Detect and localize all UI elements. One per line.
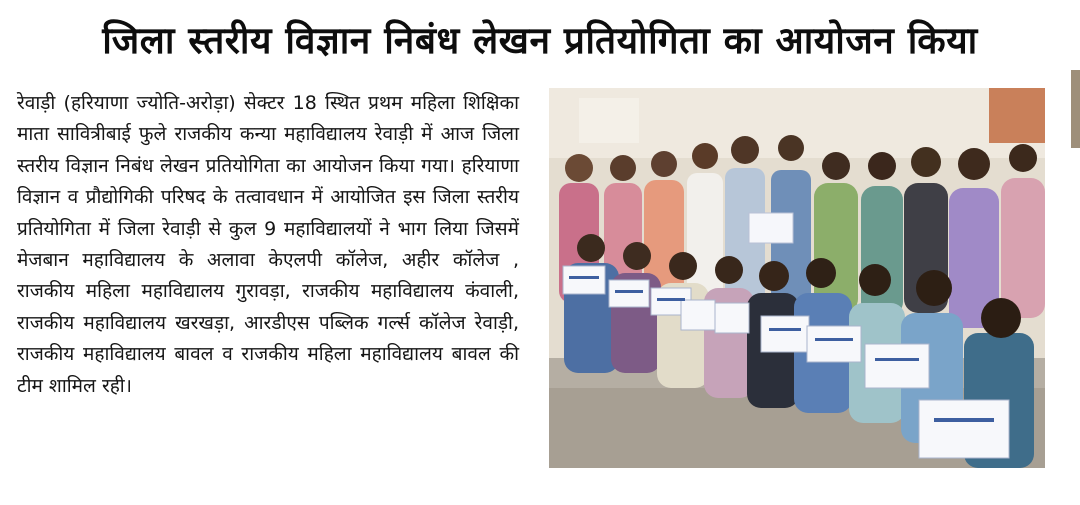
article-body: रेवाड़ी (हरियाणा ज्योति-अरोड़ा) सेक्टर 18 स्थित प्रथम महिला शिक्षिका माता सावित्रीबाई फुले राजकीय कन्या महाविद्यालय रेवाड़ी में आज जिला स्तरीय विज्ञान निबंध लेखन प्रतियोगिता का आयोजन किया गया। हरियाणा विज्ञान व प्रौद्योगिकी परिषद के तत्वावधान में आयोजित इस जिला स्तरीय प्रतियोगिता में जिला रेवाड़ी से कुल 9 महाविद्यालयों ने भाग लिया जिसमें मेजबान महाविद्यालय के अलावा केएलपी कॉलेज, अहीर कॉलेज , राजकीय महिला महाविद्यालय गुरावड़ा, राजकीय महाविद्यालय कंवाली, राजकीय महाविद्यालय खरखड़ा, आरडीएस पब्लिक गर्ल्स कॉलेज रेवाड़ी, राजकीय महाविद्यालय बावल व राजकीय महिला महाविद्यालय बावल की टीम शामिल रही। — [17, 92, 519, 397]
headline: जिला स्तरीय विज्ञान निबंध लेखन प्रतियोगिता का आयोजन किया — [102, 19, 978, 62]
group-photo — [549, 88, 1045, 468]
adjacent-photo-edge — [1071, 70, 1080, 148]
